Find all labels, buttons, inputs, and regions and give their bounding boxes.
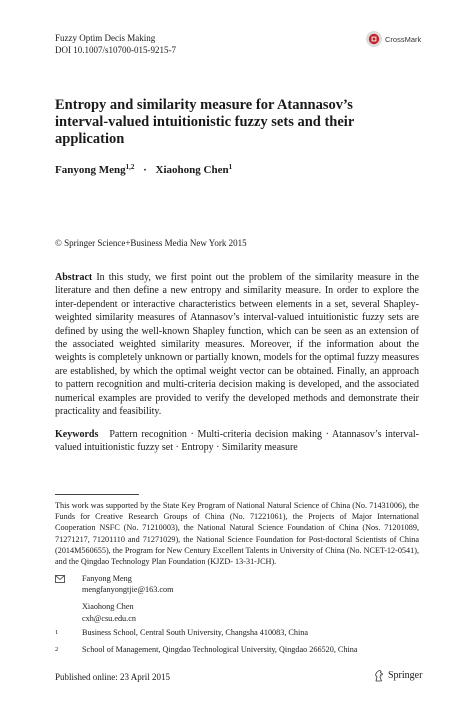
affiliation-text: School of Management, Qingdao Technological University, Qingdao 266520, China: [82, 645, 358, 654]
correspondence-block: [55, 573, 419, 624]
affiliation-number: 1: [55, 629, 59, 636]
springer-horse-icon: [373, 669, 385, 682]
abstract-text: In this study, we first point out the problem of the similarity measure in the literature and then define a new entropy and similarity measure. In order to explore the inter-dependent or interactive characteristics between elements in a set, several Shapley-weighted similarity measures of Atannasov’s interval-valued intuitionistic fuzzy sets are defined by using the well-known Shapley function, which can be seen as an extension of the associated weighted similarity measures. Moreover, if the information about the weights is completely unknown or partially known, models for the optimal fuzzy measures are established, by which the optimal weight vector can be obtained. Finally, an approach to pattern recognition and multi-criteria decision making is developed, and the associated numerical examples are provided to verify the developed methods and demonstrate their practicality and feasibility.: [55, 272, 419, 418]
crossmark-label: CrossMark: [385, 34, 422, 44]
publisher-name: Springer: [388, 670, 423, 681]
affiliation-item: [55, 644, 419, 658]
crossmark-badge[interactable]: [366, 31, 421, 47]
published-date: Published online: 23 April 2015: [55, 672, 171, 682]
footnote-divider: [55, 494, 139, 495]
author-name[interactable]: Fanyong Meng: [55, 164, 126, 176]
crossmark-icon: [366, 31, 382, 47]
copyright-notice: © Springer Science+Business Media New York 2015: [55, 238, 247, 248]
abstract: [55, 271, 419, 418]
paper-title: Entropy and similarity measure for Atannasov’s interval-valued intuitionistic fuzzy sets and their application: [55, 97, 354, 147]
abstract-label: Abstract: [55, 272, 93, 283]
journal-name: Fuzzy Optim Decis Making: [55, 33, 156, 43]
envelope-icon: [55, 575, 65, 583]
contact-email[interactable]: cxh@csu.edu.cn: [82, 613, 136, 623]
author-affiliation-ref: 1: [228, 163, 233, 171]
affiliation-text: Business School, Central South University, Changsha 410083, China: [82, 628, 308, 637]
author-list: [55, 163, 232, 176]
journal-header: [55, 32, 176, 56]
affiliation-item: [55, 627, 419, 641]
funding-note: This work was supported by the State Key Program of National Natural Science of China (No. 71431006), the Funds for Creative Research Groups of China (No. 71221061), the Projects of Major International Cooperation NSFC (No. 71210003), the National Natural Science Foundation of China (Nos. 71201089, 71271217, 71201110 and 71271029), the National Science Foundation for Post-doctoral Scientists of China (2014M560655), the Program for New Century Excellent Talents in University of China (No. NCET-12-0541), and the Qingdao Technology Plan Foundation (KJZD- 13-31-JCH).: [55, 501, 419, 567]
keywords-label: Keywords: [55, 429, 99, 440]
publisher-logo: [373, 669, 422, 682]
keywords-text: Pattern recognition · Multi-criteria decision making · Atannasov’s interval-valued intuitionistic fuzzy set · Entropy · Similarity measure: [55, 429, 420, 454]
doi[interactable]: DOI 10.1007/s10700-015-9215-7: [55, 45, 176, 55]
contact-name: Xiaohong Chen: [82, 602, 134, 612]
affiliation-number: 2: [55, 646, 59, 653]
contact-email[interactable]: mengfanyongtjie@163.com: [82, 585, 174, 595]
author-affiliation-ref: 1,2: [125, 163, 135, 171]
keywords: [55, 428, 419, 455]
author-separator: ·: [143, 164, 147, 176]
contact-name: Fanyong Meng: [82, 574, 132, 583]
author-name[interactable]: Xiaohong Chen: [155, 164, 229, 176]
